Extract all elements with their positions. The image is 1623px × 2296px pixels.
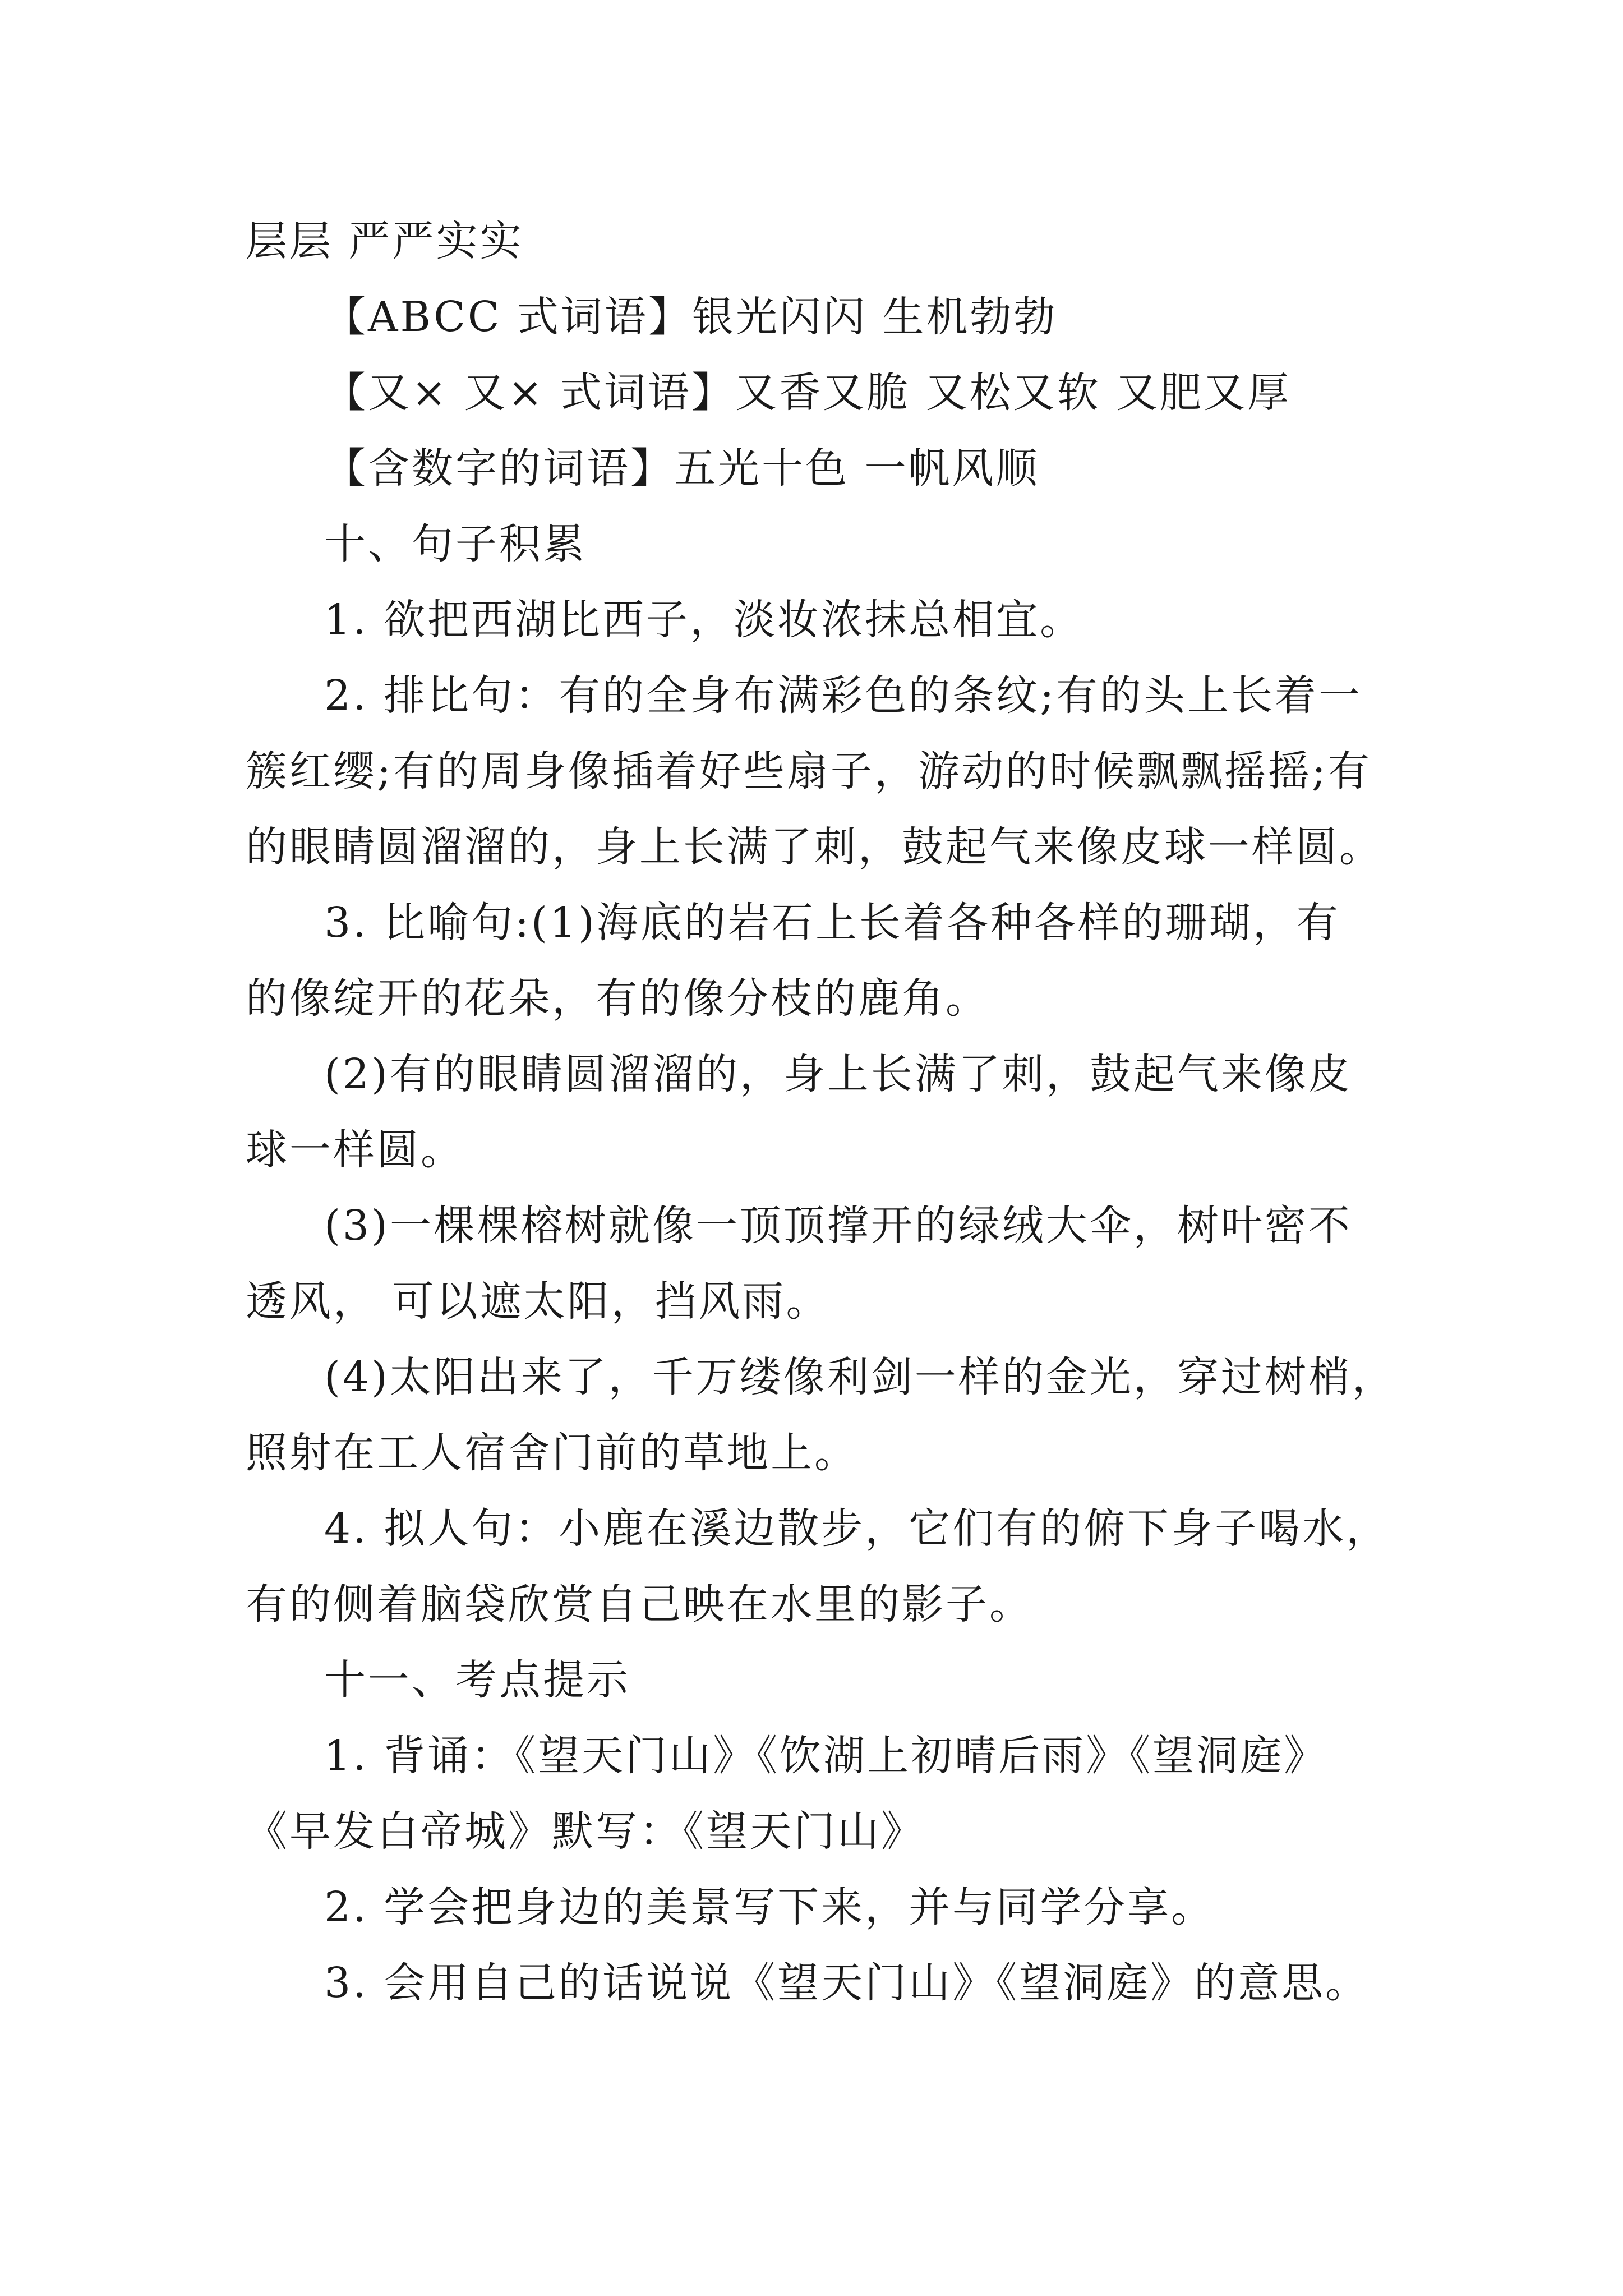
text-line-11: 的像绽开的花朵，有的像分枝的鹿角。 bbox=[246, 974, 989, 1023]
text-line-9: 的眼睛圆溜溜的，身上长满了刺，鼓起气来像皮球一样圆。 bbox=[246, 823, 1383, 871]
text-line-19: 有的侧着脑袋欣赏自己映在水里的影子。 bbox=[246, 1580, 1033, 1628]
text-line-12: (2)有的眼睛圆溜溜的，身上长满了刺，鼓起气来像皮 bbox=[324, 1050, 1352, 1098]
text-line-2: 【ABCC 式词语】银光闪闪 生机勃勃 bbox=[324, 293, 1058, 341]
text-line-22: 《早发白帝城》默写：《望天门山》 bbox=[246, 1807, 925, 1856]
text-line-24: 3. 会用自己的话说说《望天门山》《望洞庭》的意思。 bbox=[324, 1959, 1370, 2007]
section-heading-10: 十、句子积累 bbox=[324, 520, 587, 568]
text-line-1: 层层 严严实实 bbox=[246, 217, 524, 265]
text-line-15: 透风， 可以遮太阳，挡风雨。 bbox=[246, 1277, 830, 1326]
text-line-21: 1. 背诵：《望天门山》《饮湖上初晴后雨》《望洞庭》 bbox=[324, 1732, 1328, 1780]
text-line-18: 4. 拟人句：小鹿在溪边散步，它们有的俯下身子喝水， bbox=[324, 1504, 1390, 1553]
text-line-13: 球一样圆。 bbox=[246, 1126, 464, 1174]
text-line-8: 簇红缨;有的周身像插着好些扇子，游动的时候飘飘摇摇;有 bbox=[246, 747, 1372, 795]
text-line-10: 3. 比喻句:(1)海底的岩石上长着各种各样的珊瑚，有 bbox=[324, 899, 1340, 947]
text-line-23: 2. 学会把身边的美景写下来，并与同学分享。 bbox=[324, 1883, 1215, 1931]
text-line-3: 【又× 又× 式词语】又香又脆 又松又软 又肥又厚 bbox=[324, 369, 1292, 417]
section-heading-11: 十一、考点提示 bbox=[324, 1656, 630, 1704]
text-line-16: (4)太阳出来了，千万缕像利剑一样的金光，穿过树梢， bbox=[324, 1353, 1396, 1401]
text-line-14: (3)一棵棵榕树就像一顶顶撑开的绿绒大伞，树叶密不 bbox=[324, 1202, 1352, 1250]
text-line-6: 1. 欲把西湖比西子，淡妆浓抹总相宜。 bbox=[324, 596, 1084, 644]
text-line-17: 照射在工人宿舍门前的草地上。 bbox=[246, 1429, 858, 1477]
text-line-4: 【含数字的词语】五光十色 一帆风顺 bbox=[324, 444, 1040, 493]
text-line-7: 2. 排比句：有的全身布满彩色的条纹;有的头上长着一 bbox=[324, 671, 1363, 720]
